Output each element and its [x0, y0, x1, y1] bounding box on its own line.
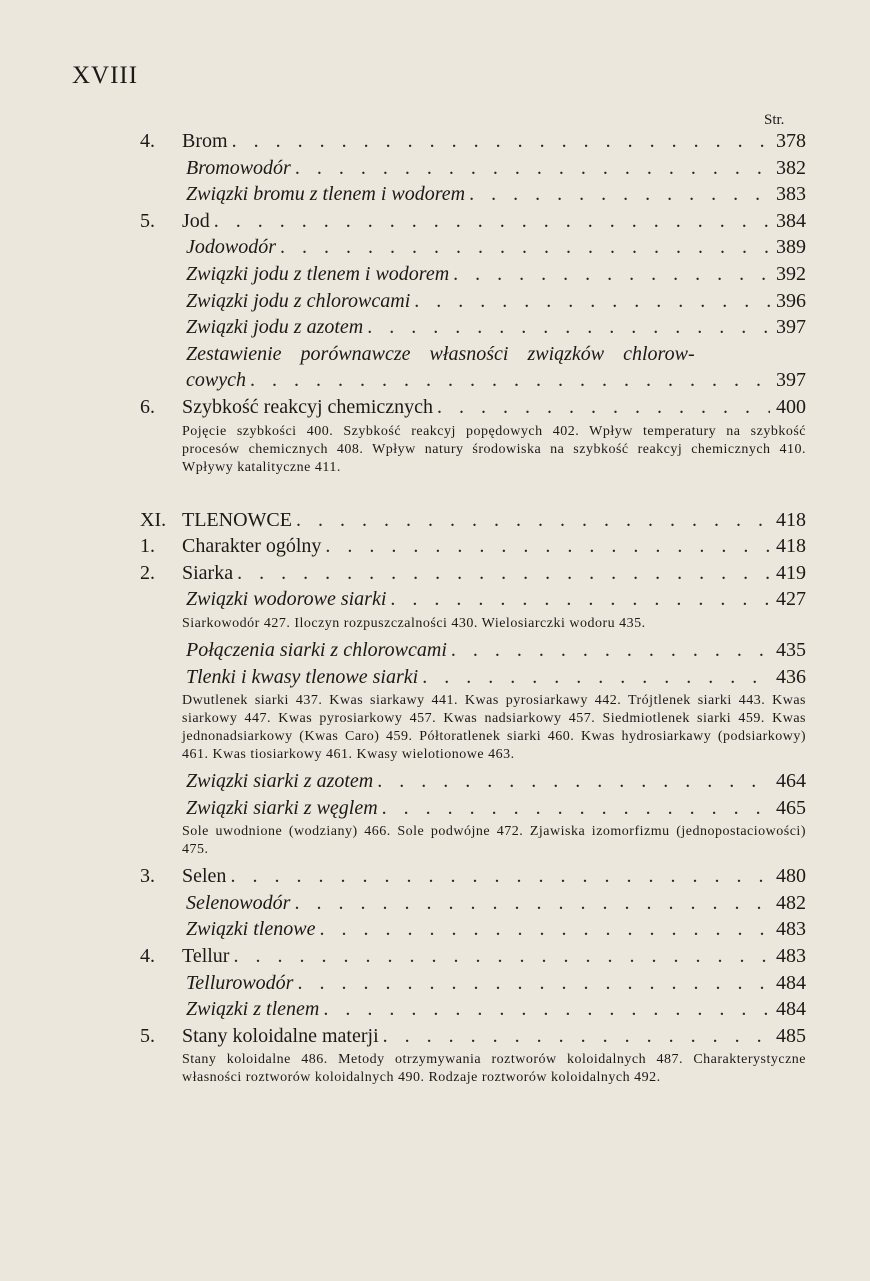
toc-entry-page: 482 — [776, 891, 806, 914]
toc-entry — [146, 155, 806, 182]
toc-entry-page: 396 — [776, 289, 806, 312]
toc-entry-title: Związki siarki z węglem — [186, 796, 378, 819]
toc-entry-title: cowych — [186, 369, 246, 392]
toc-entry — [146, 916, 806, 943]
toc-entry-number: 6. — [140, 395, 155, 418]
toc-entry-title: Selen — [182, 865, 227, 888]
toc-entry-number: 1. — [140, 535, 155, 558]
toc-entry-title: Szybkość reakcyj chemicznych — [182, 395, 434, 418]
toc-entry-title: Selenowodór — [186, 891, 291, 914]
toc-entry — [140, 1023, 806, 1050]
toc-entry-page: 397 — [776, 316, 806, 339]
toc-entry — [146, 664, 806, 691]
dot-leader — [414, 288, 770, 315]
toc-entry-title: Związki jodu z chlorowcami — [186, 289, 411, 312]
dot-leader — [323, 996, 770, 1023]
toc-entry-number: 5. — [140, 1024, 155, 1047]
toc-entry — [140, 533, 806, 560]
dot-leader — [377, 768, 770, 795]
toc-entry-page: 419 — [776, 561, 806, 584]
toc-entry-title-wrapped: Zestawienie porównawcze własności związków chlorow- — [186, 342, 695, 365]
toc-entry — [146, 890, 806, 917]
toc-entry — [140, 208, 806, 235]
toc-entry-number: 4. — [140, 130, 155, 152]
toc-entry-page: 383 — [776, 183, 806, 206]
toc-entry — [146, 288, 806, 315]
toc-entry — [146, 234, 806, 261]
dot-leader — [230, 863, 770, 890]
toc-entry-title: Siarka — [182, 561, 234, 584]
toc-entry-page: 382 — [776, 156, 806, 179]
toc-entry — [146, 314, 806, 341]
toc-entry-number: 5. — [140, 209, 155, 232]
toc-entry — [146, 795, 806, 822]
toc-entry-number: XI. — [140, 508, 167, 531]
toc-entry-number: 2. — [140, 561, 155, 584]
toc-note: Pojęcie szybkości 400. Szybkość reakcyj popędowych 402. Wpływ temperatury na szybkość procesów chemicznych 408. Wpływ natury środowiska na szybkość reakcyj chemicznych 410. Wpływy katalityczne 411. — [182, 423, 806, 475]
toc-entry-title: Tlenki i kwasy tlenowe siarki — [186, 665, 419, 688]
dot-leader — [437, 394, 770, 421]
toc-entry-title: Związki z tlenem — [186, 998, 320, 1021]
toc-entry-page: 389 — [776, 236, 806, 259]
toc-entry-title: Charakter ogólny — [182, 535, 322, 558]
dot-leader — [367, 314, 770, 341]
toc-entry-page: 384 — [776, 209, 806, 232]
toc-entry-page: 436 — [776, 665, 806, 688]
dot-leader — [422, 664, 770, 691]
toc-entry — [140, 394, 806, 421]
dot-leader — [297, 970, 770, 997]
toc-entry-title: Tellurowodór — [186, 971, 294, 994]
toc-entry-title: Związki jodu z tlenem i wodorem — [186, 262, 450, 285]
toc-entry-title: Związki siarki z azotem — [186, 770, 374, 793]
toc-entry-title: Związki tlenowe — [186, 918, 316, 941]
dot-leader — [383, 1023, 770, 1050]
dot-leader — [295, 155, 770, 182]
toc-entry-title: Jod — [182, 209, 210, 232]
toc-entry-title: Związki jodu z azotem — [186, 316, 364, 339]
dot-leader — [232, 128, 770, 155]
toc-entry — [146, 768, 806, 795]
toc-entry — [146, 261, 806, 288]
dot-leader — [325, 533, 770, 560]
toc-entry-page: 483 — [776, 945, 806, 968]
toc-entry-title: Stany koloidalne materji — [182, 1024, 379, 1047]
table-of-contents — [140, 128, 806, 1091]
page-roman-numeral: XVIII — [72, 62, 139, 89]
toc-entry-page: 378 — [776, 130, 806, 152]
toc-entry — [140, 863, 806, 890]
toc-note: Siarkowodór 427. Iloczyn rozpuszczalności 430. Wielosiarczki wodoru 435. — [182, 615, 646, 631]
toc-entry-page: 485 — [776, 1024, 806, 1047]
dot-leader — [453, 261, 770, 288]
toc-entry — [146, 996, 806, 1023]
dot-leader — [451, 637, 770, 664]
section-gap — [146, 481, 806, 507]
toc-entry-title: Jodowodór — [186, 236, 276, 259]
toc-entry-number: 4. — [140, 945, 155, 968]
dot-leader — [250, 367, 770, 394]
toc-note: Dwutlenek siarki 437. Kwas siarkawy 441. Kwas pyrosiarkawy 442. Trójtlenek siarki 443. Kwas siarkowy 447. Kwas pyrosiarkowy 457. Kwas nadsiarkowy 457. Siedmiotlenek siarki 459. Kwas jednonadsiarkowy (Kwas Caro) 459. Półtoratlenek siarki 460. Kwas hydrosiarkawy (podsiarkowy) 461. Kwas tiosiarkowy 461. Kwasy wielotionowe 463. — [182, 693, 806, 763]
toc-entry-title: Brom — [182, 130, 228, 152]
toc-entry-title: Związki wodorowe siarki — [186, 588, 387, 611]
dot-leader — [319, 916, 770, 943]
toc-entry — [140, 560, 806, 587]
toc-entry-title: Bromowodór — [186, 156, 291, 179]
toc-entry-page: 484 — [776, 998, 806, 1021]
dot-leader — [390, 586, 770, 613]
toc-entry-title: Tellur — [182, 945, 230, 968]
toc-entry-page: 400 — [776, 395, 806, 418]
toc-note: Stany koloidalne 486. Metody otrzymywania roztworów koloidalnych 487. Charakterystyczne własności roztworów koloidalnych 490. Rodzaje roztworów koloidalnych 492. — [182, 1052, 806, 1086]
toc-entry-page: 480 — [776, 865, 806, 888]
page-column-label: Str. — [764, 112, 785, 128]
toc-entry-page: 397 — [776, 369, 806, 392]
toc-entry-page: 418 — [776, 508, 806, 531]
toc-entry — [146, 367, 806, 394]
toc-entry — [146, 970, 806, 997]
toc-entry-page: 435 — [776, 638, 806, 661]
toc-entry-page: 484 — [776, 971, 806, 994]
toc-entry — [140, 507, 806, 534]
toc-entry-page: 392 — [776, 262, 806, 285]
dot-leader — [237, 560, 770, 587]
dot-leader — [280, 234, 770, 261]
toc-entry-page: 464 — [776, 770, 806, 793]
toc-entry — [146, 181, 806, 208]
toc-entry-title: Związki bromu z tlenem i wodorem — [186, 183, 466, 206]
toc-entry — [140, 128, 806, 155]
dot-leader — [214, 208, 770, 235]
dot-leader — [294, 890, 770, 917]
toc-entry — [140, 943, 806, 970]
dot-leader — [382, 795, 770, 822]
toc-entry-page: 418 — [776, 535, 806, 558]
toc-entry-title: Połączenia siarki z chlorowcami — [186, 638, 447, 661]
toc-entry — [146, 586, 806, 613]
toc-entry — [146, 637, 806, 664]
toc-entry-number: 3. — [140, 865, 155, 888]
dot-leader — [296, 507, 770, 534]
dot-leader — [469, 181, 770, 208]
toc-note: Sole uwodnione (wodziany) 466. Sole podwójne 472. Zjawiska izomorfizmu (jednopostaciowości) 475. — [182, 824, 806, 858]
toc-entry-page: 483 — [776, 918, 806, 941]
toc-entry-title: TLENOWCE — [182, 508, 292, 531]
toc-entry-page: 427 — [776, 588, 806, 611]
dot-leader — [233, 943, 770, 970]
toc-entry-page: 465 — [776, 796, 806, 819]
